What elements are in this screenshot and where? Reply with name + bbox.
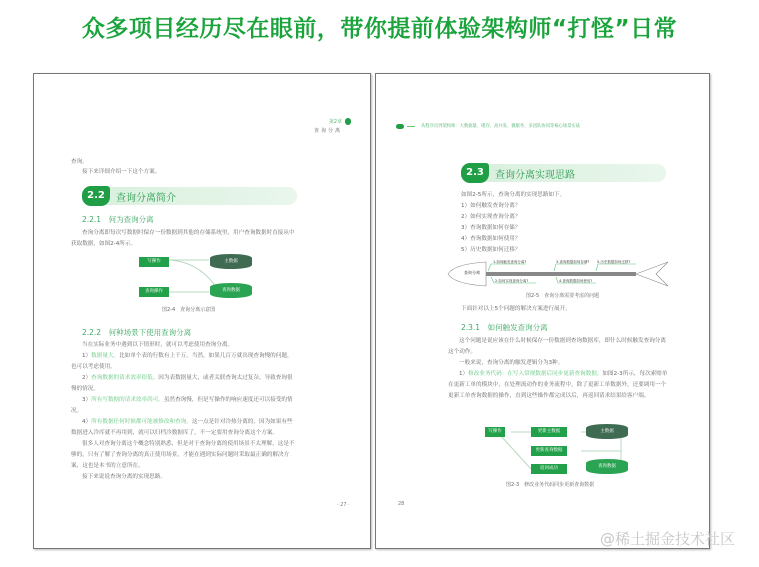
- query-operation-box: 查询操作: [139, 287, 169, 297]
- list-item: 2）如何实现查询分离？: [461, 214, 521, 220]
- list-item: 3）查询数据如何存储？: [461, 225, 521, 231]
- paragraph: 一般来说，查询分离的触发逻辑分为3种。: [459, 360, 564, 366]
- intro-line: 查询。: [71, 159, 88, 165]
- figure-caption: 图2-4 查询分离示意图: [162, 307, 216, 313]
- paragraph: 如图2-5所示，查询分离的实现思路如下。: [461, 192, 566, 198]
- update-main-data-box: 更新主数据: [531, 427, 567, 437]
- fishbone-q5: 5.历史数据如何迁移?: [597, 260, 631, 264]
- chapter-marker-icon: [345, 118, 351, 125]
- header-marker-icon: [396, 124, 404, 129]
- intro-list: [461, 190, 671, 256]
- page-number: 28: [398, 501, 405, 507]
- write-operation-box: 写操作: [139, 257, 169, 267]
- list-item: 4）查询数据如何使用？: [461, 236, 521, 242]
- paragraph: 这个问题是说应该在什么时候保存一份数据到查询数据库，即什么时候触发查询分离这个动作。: [448, 338, 666, 355]
- paragraph: 很多人对查询分离这个概念特别熟悉，但是对于查询分离的使用场景不太理解，这是不够的。只有了解了查询分离的真正使用场景，才能在遇到实际问题时采取最正确的解决方案，这也是本书的立意所在。: [71, 441, 295, 469]
- chapter-title: 查询分离: [313, 128, 342, 134]
- subsection-heading: 2.2.2 何种场景下使用查询分离: [82, 328, 192, 337]
- subsection-heading: 2.3.1 如何触发查询分离: [461, 323, 548, 332]
- subsection-heading: 2.2.1 何为查询分离: [82, 215, 154, 224]
- update-query-data-box: 更新查询数据: [531, 446, 567, 456]
- section-number: 2.2: [82, 186, 110, 206]
- list-item: 1）修改业务代码：在写入常规数据后同步更新查询数据。如图2-3所示，每次索赔单在更新工单的模块中，在处理流动作的业务流程中，除了更新工单数据外，还要调用一个更新工单查询数据的操作，直到这些操作都完成以后，再返回请求结果给客户端。: [448, 371, 668, 399]
- fishbone-q1: 1.如何触发查询分离?: [493, 260, 527, 264]
- paragraph: 接下来说说查询分离的实现思路。: [82, 474, 166, 480]
- fishbone-q4: 4.查询数据如何使用?: [559, 279, 593, 283]
- list-item: 3）所有写数据的请求效率尚可。虽然查询慢，但是写操作的响应速度还可以接受的情况。: [71, 397, 293, 414]
- body-text: [71, 340, 297, 483]
- section-title: 查询分离实现思路: [495, 170, 575, 181]
- paragraph: 当在实际业务中遇到以下情形时，就可以考虑使用查询分离。: [82, 342, 234, 348]
- right-page: [375, 73, 710, 549]
- running-header: 从程序员到架构师：大数据量、缓存、高并发、微服务、多团队协同等核心场景实战: [421, 124, 580, 129]
- list-item: 4）所有数据任何时候都可能被修改和查询。这一点是针对冷热分离的，因为如果有些数据进入冷库就不再用到，就可以归档冷数据库了，不一定要用查询分离这个方案。: [71, 419, 293, 436]
- query-db-cylinder: 查询数据: [586, 459, 628, 474]
- paragraph: 查询分离即每次写数据时保存一份数据到其他的存储系统里，用户查询数据时直接从中获取数据，如图2-4所示。: [71, 230, 295, 247]
- list-item: 5）历史数据如何迁移？: [461, 247, 521, 253]
- fishbone-head-label: 查询分离: [464, 270, 480, 275]
- section-heading-2-2: [82, 187, 297, 205]
- page-number: · 27 ·: [337, 502, 350, 508]
- section-number: 2.3: [461, 163, 489, 183]
- body-text: [448, 336, 668, 402]
- section-heading-2-3: [461, 164, 666, 182]
- fishbone-q2: 2.如何实现查询分离?: [495, 279, 529, 283]
- left-page: [33, 73, 371, 549]
- list-item: 1）如何触发查询分离？: [461, 203, 521, 209]
- list-item: 1）数据量大。比如单个表的行数有上千万。当然，如果几百万就出现查询慢的问题，也可以考虑使用。: [71, 353, 293, 370]
- return-success-box: 返回成功: [531, 464, 567, 474]
- watermark: @稀土掘金技术社区: [600, 530, 736, 548]
- figure-caption: 图2-3 修改业务代码同步更新查询数据: [506, 482, 595, 488]
- fishbone-q3: 3.查询数据如何存储?: [556, 260, 590, 264]
- paragraph: 下面针对以上5个问题的解决方案进行展开。: [461, 306, 571, 312]
- intro-line: 接下来详细介绍一下这个方案。: [82, 169, 161, 175]
- write-operation-box: 写操作: [485, 427, 505, 437]
- main-db-cylinder: 主数据: [210, 254, 252, 269]
- section-title: 查询分离简介: [116, 193, 176, 204]
- figure-caption: 图2-5 查询分离需要考虑的问题: [526, 293, 600, 299]
- header-rule: [407, 126, 415, 127]
- main-db-cylinder: 主数据: [586, 424, 628, 439]
- chapter-label: 第2章: [328, 119, 342, 125]
- list-item: 2）查询数据的请求效率很低。因为表数据量大，或者关联查询太过复杂，导致查询很慢的情况。: [71, 375, 293, 392]
- headline: 众多项目经历尽在眼前，带你提前体验架构师“打怪”日常: [81, 16, 678, 42]
- query-db-cylinder: 查询数据: [210, 283, 252, 298]
